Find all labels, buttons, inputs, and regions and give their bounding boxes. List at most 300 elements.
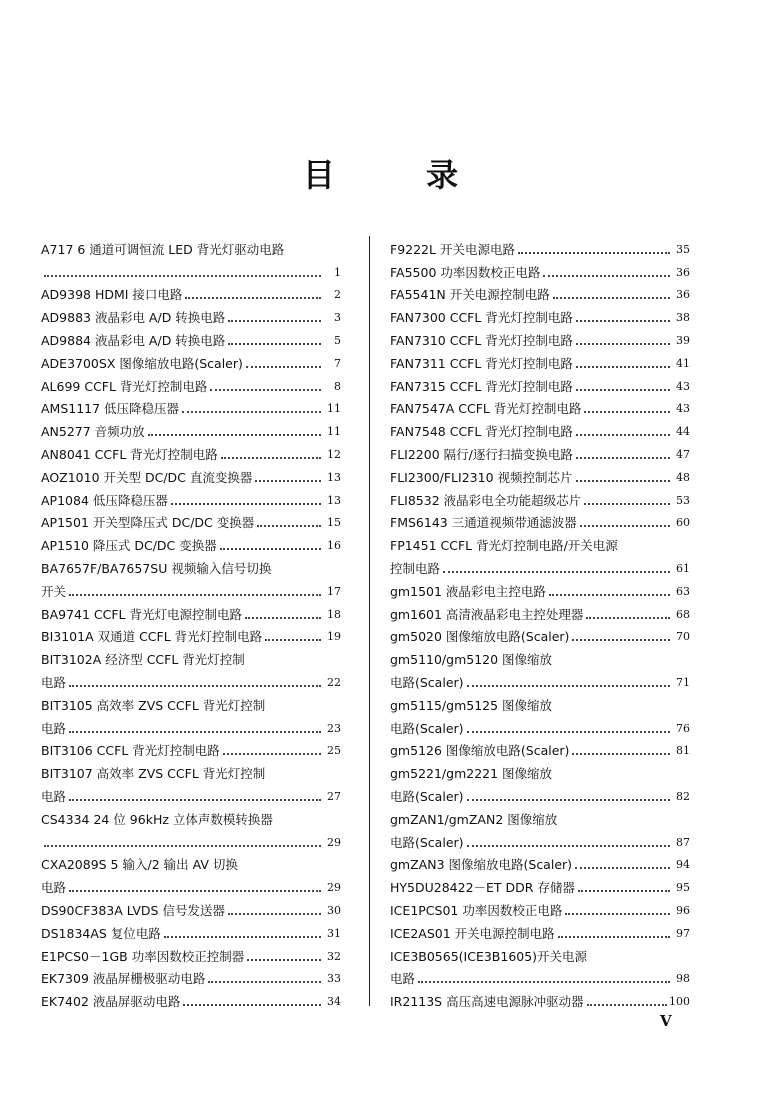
toc-entry[interactable] <box>390 304 690 327</box>
toc-entry-title: FAN7548 CCFL 背光灯控制电路 <box>390 424 573 440</box>
toc-entry-line-last <box>41 304 341 327</box>
toc-entry-title: AMS1117 低压降稳压器 <box>41 401 180 417</box>
toc-entry-title: AL699 CCFL 背光灯控制电路 <box>41 378 208 394</box>
toc-page-number: 29 <box>327 881 341 895</box>
toc-entry-line-last <box>390 920 690 943</box>
toc-entry[interactable] <box>41 555 341 601</box>
toc-leader-dots <box>553 297 670 299</box>
toc-leader-dots <box>587 1004 667 1006</box>
toc-entry-title: EK7309 液晶屏栅极驱动电路 <box>41 971 206 987</box>
toc-page-number: 31 <box>327 926 341 940</box>
toc-page-number: 11 <box>327 402 341 416</box>
toc-entry[interactable] <box>41 532 341 555</box>
toc-leader-dots <box>69 685 321 687</box>
toc-entry-title: FAN7311 CCFL 背光灯控制电路 <box>390 355 573 371</box>
toc-leader-dots <box>576 457 670 459</box>
toc-entry-line <box>390 532 690 555</box>
toc-entry-title: IR2113S 高压高速电源脉冲驱动器 <box>390 994 584 1010</box>
toc-entry-line-last <box>390 715 690 738</box>
toc-entry[interactable] <box>41 350 341 373</box>
toc-entry-line-last <box>390 487 690 510</box>
toc-entry[interactable] <box>41 510 341 533</box>
toc-entry-title: AP1510 降压式 DC/DC 变换器 <box>41 538 217 554</box>
toc-entry[interactable] <box>41 624 341 647</box>
toc-page-number: 81 <box>676 744 690 758</box>
toc-entry[interactable] <box>390 373 690 396</box>
toc-entry-title: A717 6 通道可调恒流 LED 背光灯驱动电路 <box>41 241 285 257</box>
toc-entry[interactable] <box>41 897 341 920</box>
toc-page-number: 70 <box>676 630 690 644</box>
toc-entry-line <box>390 692 690 715</box>
toc-page-number: 8 <box>334 379 341 393</box>
toc-leader-dots <box>576 320 670 322</box>
toc-entry-title: CXA2089S 5 输入/2 输出 AV 切换 <box>41 857 238 873</box>
toc-entry-title: 控制电路 <box>390 560 441 576</box>
toc-entry[interactable] <box>41 236 341 282</box>
toc-entry-line <box>390 760 690 783</box>
toc-leader-dots <box>69 731 321 733</box>
toc-entry-title: AD9884 液晶彩电 A/D 转换电路 <box>41 332 226 348</box>
toc-page-number: 35 <box>676 242 690 256</box>
toc-entry[interactable] <box>41 487 341 510</box>
toc-page-number: 1 <box>334 265 341 279</box>
toc-entry-line <box>41 806 341 829</box>
toc-entry-title: gmZAN1/gmZAN2 图像缩放 <box>390 811 558 827</box>
toc-leader-dots <box>518 252 670 254</box>
toc-entry[interactable] <box>41 943 341 966</box>
toc-leader-dots <box>549 594 670 596</box>
toc-leader-dots <box>576 434 670 436</box>
toc-entry-title: gm5221/gm2221 图像缩放 <box>390 766 553 782</box>
toc-page-number: 38 <box>676 311 690 325</box>
toc-entry-title: FA5541N 开关电源控制电路 <box>390 287 550 303</box>
toc-entry[interactable] <box>390 578 690 601</box>
toc-entry-line-last <box>390 669 690 692</box>
toc-entry-title: AN5277 音频功放 <box>41 424 145 440</box>
toc-page-number: 43 <box>676 402 690 416</box>
toc-entry[interactable] <box>41 646 341 692</box>
toc-entry[interactable] <box>390 327 690 350</box>
toc-left-column <box>41 236 341 1011</box>
toc-entry-line-last <box>390 738 690 761</box>
toc-entry-title: AD9398 HDMI 接口电路 <box>41 287 183 303</box>
toc-leader-dots <box>584 503 670 505</box>
toc-entry[interactable] <box>390 510 690 533</box>
toc-page-number: 76 <box>676 721 690 735</box>
toc-entry-line-last <box>41 624 341 647</box>
toc-entry-title: 电路 <box>41 788 67 804</box>
toc-leader-dots <box>44 275 321 277</box>
toc-entry[interactable] <box>390 943 690 989</box>
toc-entry[interactable] <box>41 396 341 419</box>
toc-leader-dots <box>572 639 670 641</box>
toc-entry[interactable] <box>41 373 341 396</box>
toc-leader-dots <box>580 525 670 527</box>
toc-page-number: 97 <box>676 926 690 940</box>
toc-entry-line-last <box>390 601 690 624</box>
toc-entry[interactable] <box>390 441 690 464</box>
toc-page-number: 34 <box>327 995 341 1009</box>
toc-page-number: 13 <box>327 493 341 507</box>
toc-entry[interactable] <box>390 282 690 305</box>
toc-entry-title: AD9883 液晶彩电 A/D 转换电路 <box>41 310 226 326</box>
toc-page-number: 39 <box>676 333 690 347</box>
toc-page-number: 22 <box>327 675 341 689</box>
toc-entry-title: FLI8532 液晶彩电全功能超级芯片 <box>390 492 582 508</box>
toc-leader-dots <box>245 617 321 619</box>
toc-leader-dots <box>576 366 670 368</box>
toc-entry-line-last <box>41 669 341 692</box>
toc-entry-line-last <box>41 282 341 305</box>
toc-page-number: 16 <box>327 539 341 553</box>
toc-entry[interactable] <box>41 441 341 464</box>
toc-leader-dots <box>246 366 321 368</box>
toc-entry-title: AP1501 开关型降压式 DC/DC 变换器 <box>41 515 255 531</box>
toc-right-column <box>390 236 690 1011</box>
toc-entry-line-last <box>41 464 341 487</box>
toc-entry-title: 电路 <box>41 880 67 896</box>
toc-leader-dots <box>467 731 670 733</box>
toc-entry-line-last <box>390 555 690 578</box>
toc-page-number: 96 <box>676 903 690 917</box>
toc-entry-line-last <box>390 783 690 806</box>
toc-entry-line <box>390 806 690 829</box>
toc-entry-line-last <box>41 738 341 761</box>
toc-leader-dots <box>210 389 321 391</box>
toc-page-number: 33 <box>327 972 341 986</box>
toc-page-number: 7 <box>334 356 341 370</box>
toc-entry-line-last <box>390 282 690 305</box>
toc-page-number: 44 <box>676 425 690 439</box>
toc-entry-title: BIT3106 CCFL 背光灯控制电路 <box>41 743 220 759</box>
toc-entry[interactable] <box>390 601 690 624</box>
toc-leader-dots <box>467 799 670 801</box>
toc-entry-title: F9222L 开关电源电路 <box>390 241 515 257</box>
toc-entry-line-last <box>41 943 341 966</box>
toc-entry-line-last <box>390 236 690 259</box>
toc-page-number: 100 <box>669 995 690 1009</box>
toc-entry-title: BIT3107 高效率 ZVS CCFL 背光灯控制 <box>41 766 266 782</box>
toc-entry-title: HY5DU28422－ET DDR 存储器 <box>390 880 575 896</box>
toc-entry-line-last <box>390 852 690 875</box>
toc-page-number: 53 <box>676 493 690 507</box>
toc-page-number: 27 <box>327 789 341 803</box>
toc-page-number: 3 <box>334 311 341 325</box>
toc-page-number: 87 <box>676 835 690 849</box>
toc-leader-dots <box>586 617 670 619</box>
toc-page-number: 61 <box>676 561 690 575</box>
toc-leader-dots <box>257 525 321 527</box>
toc-entry-line-last <box>41 601 341 624</box>
toc-entry-title: FAN7315 CCFL 背光灯控制电路 <box>390 378 573 394</box>
toc-page-number: 23 <box>327 721 341 735</box>
toc-entry-title: AN8041 CCFL 背光灯控制电路 <box>41 446 218 462</box>
toc-entry-title: FAN7310 CCFL 背光灯控制电路 <box>390 332 573 348</box>
toc-entry-line-last <box>41 327 341 350</box>
toc-entry-title: BA9741 CCFL 背光灯电源控制电路 <box>41 606 242 622</box>
toc-entry[interactable] <box>390 988 690 1011</box>
toc-leader-dots <box>223 753 321 755</box>
toc-page-number: 36 <box>676 265 690 279</box>
toc-page-number: 82 <box>676 789 690 803</box>
toc-entry-line <box>41 555 341 578</box>
toc-leader-dots <box>148 434 321 436</box>
toc-entry[interactable] <box>390 852 690 875</box>
toc-entry-title: ICE1PCS01 功率因数校正电路 <box>390 902 563 918</box>
toc-leader-dots <box>220 548 321 550</box>
toc-leader-dots <box>565 913 670 915</box>
toc-entry-title: ICE2AS01 开关电源控制电路 <box>390 925 555 941</box>
toc-entry-title: 电路 <box>41 720 67 736</box>
toc-entry-title: E1PCS0－1GB 功率因数校正控制器 <box>41 948 245 964</box>
toc-leader-dots <box>221 457 321 459</box>
toc-page-number: 18 <box>327 607 341 621</box>
toc-page-number: 98 <box>676 972 690 986</box>
toc-entry-line-last <box>41 350 341 373</box>
toc-entry[interactable] <box>41 282 341 305</box>
toc-entry-title: 电路(Scaler) <box>390 720 464 736</box>
toc-entry[interactable] <box>390 418 690 441</box>
toc-entry[interactable] <box>390 760 690 806</box>
toc-page-number: 29 <box>327 835 341 849</box>
toc-leader-dots <box>228 343 321 345</box>
toc-entry[interactable] <box>390 806 690 852</box>
toc-leader-dots <box>185 297 321 299</box>
toc-entry-title: gm1601 高清液晶彩电主控处理器 <box>390 606 584 622</box>
toc-entry-line <box>41 646 341 669</box>
toc-page-number: 15 <box>327 516 341 530</box>
toc-page-number: 63 <box>676 584 690 598</box>
toc-entry-title: gm5126 图像缩放电路(Scaler) <box>390 743 570 759</box>
toc-entry-line-last <box>390 829 690 852</box>
toc-entry[interactable] <box>41 920 341 943</box>
toc-entry[interactable] <box>41 988 341 1011</box>
toc-entry-title: DS90CF383A LVDS 信号发送器 <box>41 902 225 918</box>
toc-entry-title: FP1451 CCFL 背光灯控制电路/开关电源 <box>390 538 618 554</box>
toc-entry-line-last <box>390 464 690 487</box>
toc-leader-dots <box>578 890 670 892</box>
toc-entry-line-last <box>41 966 341 989</box>
toc-page-number: 68 <box>676 607 690 621</box>
toc-entry-title: gmZAN3 图像缩放电路(Scaler) <box>390 857 573 873</box>
toc-page-number: 17 <box>327 584 341 598</box>
toc-entry[interactable] <box>390 396 690 419</box>
toc-entry-line-last <box>41 418 341 441</box>
toc-entry[interactable] <box>390 487 690 510</box>
toc-entry-title: gm5110/gm5120 图像缩放 <box>390 652 553 668</box>
toc-entry-title: EK7402 液晶屏驱动电路 <box>41 994 181 1010</box>
toc-entry-line <box>41 692 341 715</box>
toc-leader-dots <box>247 959 321 961</box>
toc-entry-line-last <box>390 874 690 897</box>
roman-page-number: V <box>660 1012 672 1030</box>
toc-entry-line-last <box>41 578 341 601</box>
toc-page-number: 71 <box>676 675 690 689</box>
toc-entry-line-last <box>390 441 690 464</box>
toc-entry-line-last <box>41 829 341 852</box>
toc-entry[interactable] <box>390 874 690 897</box>
toc-entry-title: 电路(Scaler) <box>390 674 464 690</box>
toc-entry-title: ICE3B0565(ICE3B1605)开关电源 <box>390 948 588 964</box>
toc-entry[interactable] <box>390 350 690 373</box>
toc-entry-title: gm5115/gm5125 图像缩放 <box>390 697 553 713</box>
toc-entry-line-last <box>390 396 690 419</box>
toc-entry-line-last <box>41 715 341 738</box>
toc-entry-line-last <box>390 897 690 920</box>
toc-entry[interactable] <box>390 236 690 259</box>
toc-leader-dots <box>183 1004 321 1006</box>
toc-leader-dots <box>228 913 321 915</box>
toc-leader-dots <box>164 936 321 938</box>
toc-entry-line-last <box>41 897 341 920</box>
toc-entry-title: 电路(Scaler) <box>390 788 464 804</box>
toc-entry-title: FAN7547A CCFL 背光灯控制电路 <box>390 401 582 417</box>
toc-entry-title: DS1834AS 复位电路 <box>41 925 161 941</box>
toc-leader-dots <box>572 753 670 755</box>
toc-leader-dots <box>265 639 321 641</box>
toc-entry-title: AOZ1010 开关型 DC/DC 直流变换器 <box>41 469 253 485</box>
toc-entry-title: FLI2200 隔行/逐行扫描变换电路 <box>390 446 573 462</box>
toc-leader-dots <box>543 275 670 277</box>
toc-page-number: 43 <box>676 379 690 393</box>
toc-entry-title: ADE3700SX 图像缩放电路(Scaler) <box>41 355 243 371</box>
toc-entry[interactable] <box>390 920 690 943</box>
toc-entry[interactable] <box>390 532 690 578</box>
toc-entry[interactable] <box>41 601 341 624</box>
toc-entry-title: FAN7300 CCFL 背光灯控制电路 <box>390 310 573 326</box>
toc-leader-dots <box>69 799 321 801</box>
toc-entry[interactable] <box>41 692 341 738</box>
toc-page-number: 95 <box>676 881 690 895</box>
toc-entry-line-last <box>390 624 690 647</box>
toc-entry-line-last <box>390 966 690 989</box>
toc-leader-dots <box>443 571 670 573</box>
toc-entry-line-last <box>41 874 341 897</box>
toc-page-number: 94 <box>676 858 690 872</box>
toc-entry[interactable] <box>390 464 690 487</box>
toc-page-number: 47 <box>676 447 690 461</box>
toc-leader-dots <box>208 981 321 983</box>
toc-leader-dots <box>576 480 671 482</box>
toc-entry-line-last <box>41 396 341 419</box>
toc-entry[interactable] <box>41 806 341 852</box>
toc-leader-dots <box>182 411 321 413</box>
toc-entry-line-last <box>41 532 341 555</box>
toc-leader-dots <box>576 389 670 391</box>
toc-entry-title: FA5500 功率因数校正电路 <box>390 264 541 280</box>
toc-leader-dots <box>467 845 670 847</box>
toc-entry-line-last <box>41 920 341 943</box>
page-title: 目 录 <box>302 156 499 194</box>
toc-leader-dots <box>584 411 670 413</box>
toc-entry-line <box>390 943 690 966</box>
toc-entry-line <box>41 760 341 783</box>
toc-page-number: 60 <box>676 516 690 530</box>
toc-page-number: 36 <box>676 288 690 302</box>
toc-entry[interactable] <box>390 259 690 282</box>
toc-entry[interactable] <box>41 760 341 806</box>
toc-entry[interactable] <box>41 464 341 487</box>
toc-entry[interactable] <box>390 738 690 761</box>
toc-entry-line-last <box>41 441 341 464</box>
toc-entry[interactable] <box>390 897 690 920</box>
toc-entry[interactable] <box>41 327 341 350</box>
toc-entry-line <box>41 852 341 875</box>
toc-page-number: 11 <box>327 425 341 439</box>
toc-leader-dots <box>467 685 670 687</box>
toc-entry-line-last <box>390 418 690 441</box>
toc-entry-line-last <box>41 988 341 1011</box>
toc-entry-title: 开关 <box>41 583 67 599</box>
toc-page-number: 19 <box>327 630 341 644</box>
toc-page-number: 2 <box>334 288 341 302</box>
toc-entry-line-last <box>390 373 690 396</box>
toc-leader-dots <box>171 503 321 505</box>
toc-entry-title: 电路 <box>390 971 416 987</box>
toc-entry-title: FLI2300/FLI2310 视频控制芯片 <box>390 469 573 485</box>
toc-entry-line-last <box>41 373 341 396</box>
toc-page-number: 41 <box>676 356 690 370</box>
toc-entry-line <box>390 646 690 669</box>
toc-page-number: 30 <box>327 903 341 917</box>
toc-entry-line-last <box>41 510 341 533</box>
toc-entry-title: BA7657F/BA7657SU 视频输入信号切换 <box>41 560 272 576</box>
toc-entry[interactable] <box>41 418 341 441</box>
toc-entry-title: BIT3105 高效率 ZVS CCFL 背光灯控制 <box>41 697 266 713</box>
toc-leader-dots <box>558 936 670 938</box>
toc-entry-line-last <box>41 783 341 806</box>
toc-entry-title: gm5020 图像缩放电路(Scaler) <box>390 629 570 645</box>
toc-entry-title: gm1501 液晶彩电主控电路 <box>390 583 546 599</box>
toc-entry-line <box>41 236 341 259</box>
toc-entry-line-last <box>390 578 690 601</box>
toc-entry-title: BIT3102A 经济型 CCFL 背光灯控制 <box>41 652 245 668</box>
toc-page-number: 5 <box>334 333 341 347</box>
toc-leader-dots <box>69 594 321 596</box>
toc-entry-line-last <box>41 259 341 282</box>
toc-entry-title: FMS6143 三通道视频带通滤波器 <box>390 515 577 531</box>
toc-leader-dots <box>418 981 670 983</box>
toc-entry-title: AP1084 低压降稳压器 <box>41 492 168 508</box>
toc-entry[interactable] <box>41 738 341 761</box>
toc-entry-line-last <box>390 259 690 282</box>
toc-entry[interactable] <box>41 304 341 327</box>
toc-entry-line-last <box>390 350 690 373</box>
toc-page-number: 48 <box>676 470 690 484</box>
toc-page-number: 25 <box>327 744 341 758</box>
toc-entry-title: 电路 <box>41 674 67 690</box>
toc-entry-line-last <box>390 304 690 327</box>
toc-entry-line-last <box>390 988 690 1011</box>
column-divider <box>369 236 370 1006</box>
toc-entry[interactable] <box>41 966 341 989</box>
toc-entry-line-last <box>390 327 690 350</box>
toc-entry-line-last <box>41 487 341 510</box>
toc-leader-dots <box>69 890 321 892</box>
toc-entry-line-last <box>390 510 690 533</box>
toc-entry[interactable] <box>41 852 341 898</box>
toc-leader-dots <box>575 867 670 869</box>
toc-page-number: 32 <box>327 949 341 963</box>
toc-entry[interactable] <box>390 692 690 738</box>
toc-entry[interactable] <box>390 624 690 647</box>
toc-leader-dots <box>44 845 321 847</box>
toc-leader-dots <box>255 480 321 482</box>
toc-page-number: 13 <box>327 470 341 484</box>
toc-entry[interactable] <box>390 646 690 692</box>
toc-entry-title: BI3101A 双通道 CCFL 背光灯控制电路 <box>41 629 263 645</box>
toc-page-number: 12 <box>327 447 341 461</box>
